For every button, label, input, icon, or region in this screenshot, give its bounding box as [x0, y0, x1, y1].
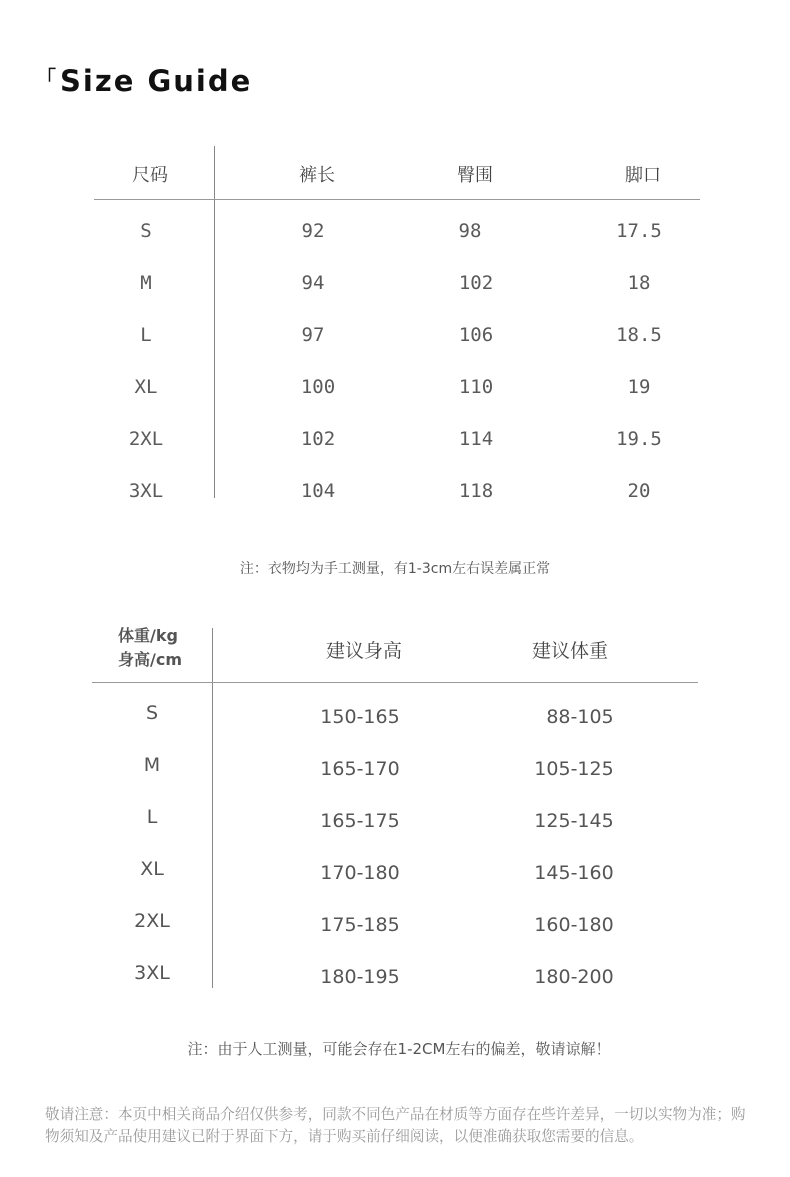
- table1-row-length: 92: [301, 220, 325, 242]
- table2-row-height: 180-195: [320, 966, 400, 988]
- table1-row-hip: 106: [458, 324, 494, 346]
- table2-note: 注：由于人工测量，可能会存在1-2CM左右的偏差，敬请谅解！: [187, 1040, 611, 1058]
- table2-corner-header: [118, 624, 182, 672]
- table2-divider-horizontal: [92, 682, 698, 683]
- disclaimer-text: 敬请注意：本页中相关商品介绍仅供参考，同款不同色产品在材质等方面存在些许差异，一切以实物为准；购物须知及产品使用建议已附于界面下方，请于购买前仔细阅读，以便准确获取您需要的信息。: [45, 1106, 746, 1145]
- table1-row-hip: 114: [458, 428, 494, 450]
- table2-row-height: 170-180: [320, 862, 400, 884]
- table2-row-height: 165-175: [320, 810, 400, 832]
- table2-row-height: 175-185: [320, 914, 400, 936]
- table1-row-hem: 19.5: [616, 428, 662, 450]
- table1-header-size: 尺码: [132, 165, 168, 186]
- table1-header-length: 裤长: [299, 165, 335, 186]
- table2-row-size: 2XL: [134, 910, 170, 932]
- table2-row-weight: 160-180: [534, 914, 614, 936]
- table2-row-size: S: [145, 702, 159, 724]
- table2-row-weight: 145-160: [534, 862, 614, 884]
- table2-header-weight: 建议体重: [531, 640, 609, 662]
- table2-row-size: M: [143, 754, 161, 776]
- page-title: [36, 64, 252, 98]
- table2-row-size: XL: [140, 858, 164, 880]
- table1-row-hip: 102: [458, 272, 494, 294]
- table1-row-hip: 98: [458, 220, 482, 242]
- table2-corner-weight: 体重/kg: [118, 626, 178, 645]
- table1-row-size: M: [140, 272, 152, 294]
- table1-row-hem: 19: [627, 376, 651, 398]
- table1-row-hem: 18: [627, 272, 651, 294]
- title-bracket: 「: [36, 66, 58, 90]
- table2-corner-height: 身高/cm: [118, 650, 183, 669]
- table1-row-hem: 17.5: [616, 220, 662, 242]
- table1-row-size: S: [140, 220, 152, 242]
- table1-row-size: 3XL: [128, 480, 164, 502]
- table2-row-size: 3XL: [134, 962, 170, 984]
- table1-row-length: 97: [301, 324, 325, 346]
- table2-row-weight: 88-105: [546, 706, 614, 728]
- table1-row-length: 94: [301, 272, 325, 294]
- table1-row-size: L: [140, 324, 152, 346]
- table1-header-hip: 臀围: [457, 165, 493, 186]
- table2-row-size: L: [146, 806, 158, 828]
- table1-row-size: 2XL: [128, 428, 164, 450]
- table2-row-weight: 125-145: [534, 810, 614, 832]
- table1-divider-horizontal: [94, 199, 700, 200]
- table1-header-hem: 脚口: [625, 165, 661, 186]
- table2-row-weight: 180-200: [534, 966, 614, 988]
- table1-row-hip: 110: [458, 376, 494, 398]
- table2-row-height: 150-165: [320, 706, 400, 728]
- title-text: Size Guide: [60, 64, 253, 98]
- table2-header-height: 建议身高: [325, 640, 403, 662]
- table1-row-length: 104: [300, 480, 336, 502]
- table1-row-hip: 118: [458, 480, 494, 502]
- table2-row-weight: 105-125: [534, 758, 614, 780]
- table1-row-length: 100: [300, 376, 336, 398]
- table1-row-length: 102: [300, 428, 336, 450]
- table1-row-hem: 20: [627, 480, 651, 502]
- table1-note: 注：衣物均为手工测量，有1-3cm左右误差属正常: [239, 561, 551, 577]
- table1-row-size: XL: [134, 376, 158, 398]
- table2-row-height: 165-170: [320, 758, 400, 780]
- table1-row-hem: 18.5: [616, 324, 662, 346]
